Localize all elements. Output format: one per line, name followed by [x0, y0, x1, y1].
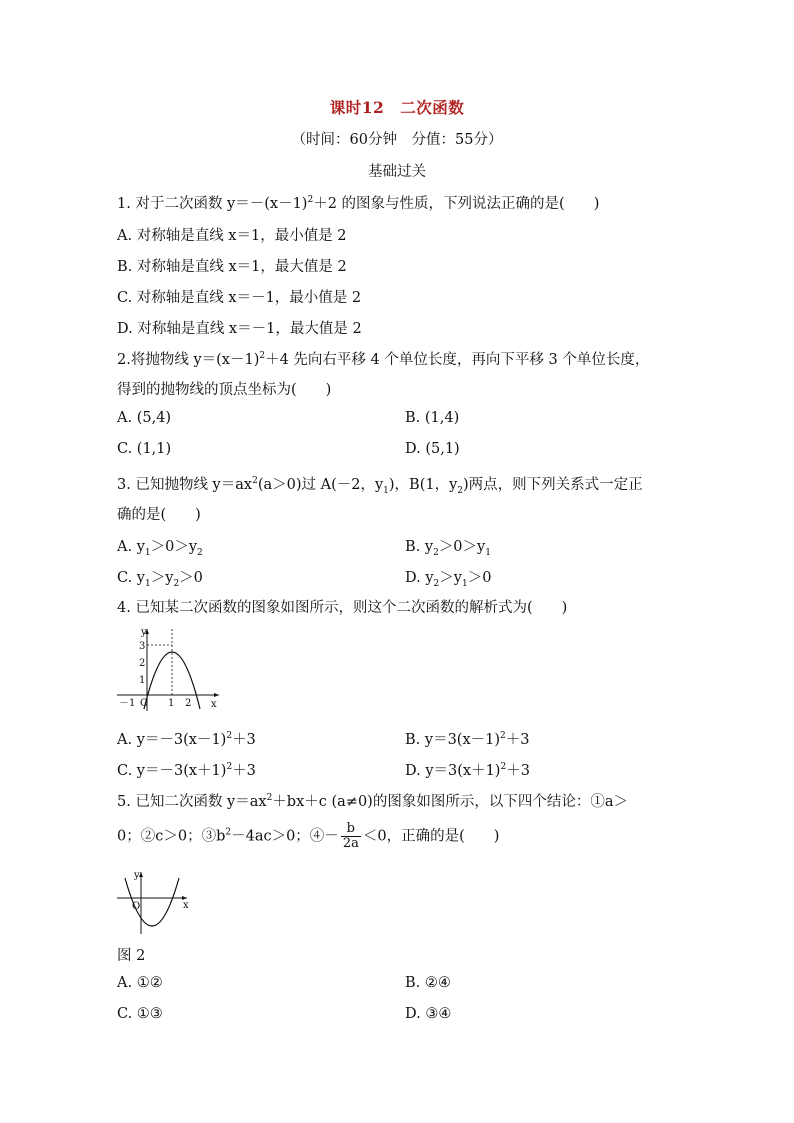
- q5-y-label: y: [134, 870, 140, 881]
- q2-stem-line2: 得到的抛物线的顶点坐标为( ): [117, 382, 332, 398]
- q5-option-a: A. ①②: [117, 975, 163, 991]
- q4-x-label: x: [211, 699, 217, 710]
- q4-tick-y2: 2: [139, 658, 146, 669]
- q5-option-c: C. ①③: [117, 1006, 163, 1022]
- q5-parabola-graph: [115, 868, 195, 938]
- q1-option-c: C. 对称轴是直线 x＝－1，最小值是 2: [117, 290, 362, 306]
- q3-option-d: D. $y_2>y_1>0$: [405, 570, 492, 589]
- page-title: 课时12 二次函数: [329, 98, 465, 117]
- q4-option-a: A. $y=-3(x-1)^2+3$: [117, 731, 256, 748]
- q1-option-b: B. 对称轴是直线 x＝1，最大值是 2: [117, 259, 347, 275]
- q3-option-c: C. $y_1>y_2>0$: [117, 570, 203, 589]
- q2-option-a: A. (5,4): [117, 410, 172, 426]
- q5-stem-line1: 5. 已知二次函数 $y=ax^2+bx+c$ (a≠0)的图象如图所示，以下四个结论：①a＞: [117, 793, 628, 810]
- q2-option-d: D. (5,1): [405, 441, 460, 457]
- section-heading: 基础过关: [368, 164, 426, 180]
- q2-stem-line1: 2.将抛物线 $y=(x-1)^2+4$ 先向右平移 4 个单位长度，再向下平移 3 个单位长度，: [117, 351, 650, 368]
- q5-x-label: x: [183, 900, 189, 911]
- q5-stem-line2: 0；②c＞0；$③b^2-4ac>0$；④－ $\frac{b}{2a}$ ＜0，正确的是( ): [117, 821, 500, 851]
- q3-option-a: A. $y_1>0>y_2$: [117, 539, 203, 558]
- q4-parabola-graph: [115, 625, 225, 713]
- q4-tick-x1: 1: [168, 698, 175, 709]
- q1-option-a: A. 对称轴是直线 x＝1，最小值是 2: [117, 228, 347, 244]
- figure-caption: 图 2: [117, 948, 146, 964]
- q4-x-arrow-icon: [214, 693, 219, 697]
- q1-option-d: D. 对称轴是直线 x＝－1，最大值是 2: [117, 321, 362, 337]
- q4-y-label: y: [141, 627, 147, 638]
- q5-option-d: D. ③④: [405, 1006, 452, 1022]
- time-score-info: （时间：60分钟 分值：55分）: [291, 132, 503, 148]
- q4-tick-y3: 3: [139, 641, 146, 652]
- q5-option-b: B. ②④: [405, 975, 451, 991]
- q3-stem-line2: 确的是( ): [117, 507, 201, 523]
- q4-option-b: B. $y=3(x-1)^2+3$: [405, 731, 530, 748]
- q5-origin-label: O: [132, 901, 141, 912]
- q3-option-b: B. $y_2>0>y_1$: [405, 539, 491, 558]
- q2-option-b: B. (1,4): [405, 410, 460, 426]
- q4-tick-x-neg1: －1: [119, 698, 136, 709]
- q3-stem-line1: 3. 已知抛物线 $y=ax^2(a>0)$过 A(－2，$y_1$)，B(1，$y_2$)两点，则下列关系式一定正: [117, 476, 643, 496]
- q4-option-c: C. $y=-3(x+1)^2+3$: [117, 762, 256, 779]
- q5-fraction: $\frac{b}{2a}$: [342, 821, 359, 851]
- q2-option-c: C. (1,1): [117, 441, 172, 457]
- q4-origin-label: O: [140, 698, 149, 709]
- q4-tick-x2: 2: [185, 698, 192, 709]
- q4-tick-y1: 1: [139, 675, 146, 686]
- q1-stem: 1. 对于二次函数 $y=-(x-1)^2+2$ 的图象与性质，下列说法正确的是( ): [117, 195, 600, 212]
- q4-option-d: D. $y=3(x+1)^2+3$: [405, 762, 530, 779]
- q4-stem: 4. 已知某二次函数的图象如图所示，则这个二次函数的解析式为( ): [117, 600, 568, 616]
